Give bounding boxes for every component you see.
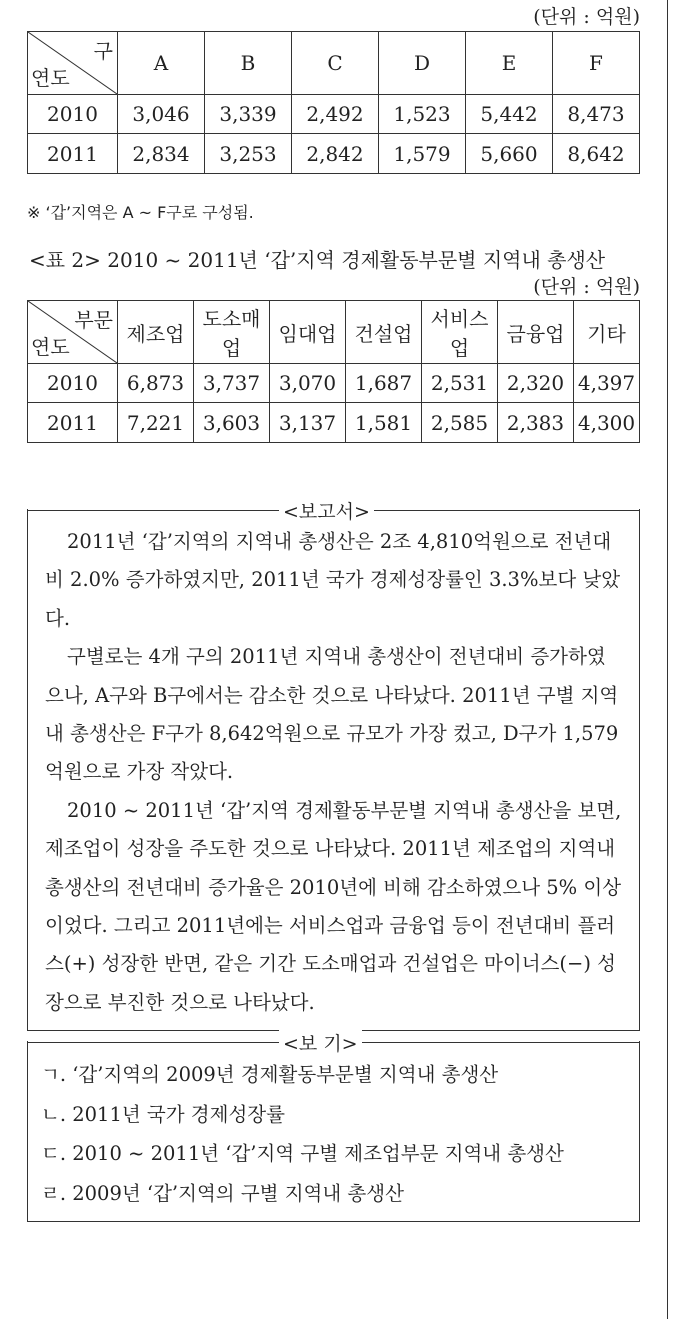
table-cell: 2,492 [292, 95, 379, 134]
table2-col-header: 서비스업 [422, 301, 498, 364]
table1-col-header: D [379, 32, 466, 95]
table-cell: 3,253 [205, 134, 292, 174]
bogi-section [27, 1033, 640, 1222]
table-cell: 2,585 [422, 403, 498, 443]
table1-col-header: C [292, 32, 379, 95]
sector-gdp-table [27, 300, 640, 443]
table1-corner-top: 구 [93, 39, 113, 63]
table2-year: 2011 [28, 403, 118, 443]
table1-col-header: F [553, 32, 640, 95]
table1-footnote: ※ ‘갑’지역은 A ~ F구로 구성됨. [27, 203, 254, 222]
page-right-rule [667, 0, 668, 1319]
table-cell: 3,737 [194, 364, 270, 403]
table1-col-header: A [118, 32, 205, 95]
report-box [27, 509, 640, 1031]
report-paragraph: 2010 ~ 2011년 ‘갑’지역 경제활동부문별 지역내 총생산을 보면, 제조업이 성장을 주도한 것으로 나타났다. 2011년 제조업의 지역내 총생산의 전년대비 증가율은 2010년에 비해 감소하였으나 5% 이상이었다. 그리고 2011년에는 서비스업과 금융업 등이 전년대비 플러스(+) 성장한 반면, 같은 기간 도소매업과 건설업은 마이너스(−) 성장으로 부진한 것으로 나타났다. [45, 798, 622, 1014]
table-cell: 3,339 [205, 95, 292, 134]
table-cell: 6,873 [118, 364, 194, 403]
table2-col-header: 제조업 [118, 301, 194, 364]
bogi-box [27, 1041, 640, 1222]
report-title: <보고서> [279, 497, 374, 524]
report-section [27, 501, 640, 1031]
table-cell: 3,070 [270, 364, 346, 403]
table1-corner-bottom: 연도 [31, 66, 70, 90]
table2-col-header: 금융업 [498, 301, 574, 364]
table2-year: 2010 [28, 364, 118, 403]
table-cell: 3,137 [270, 403, 346, 443]
table-cell: 2,320 [498, 364, 574, 403]
table-cell: 7,221 [118, 403, 194, 443]
table-cell: 3,603 [194, 403, 270, 443]
table-cell: 2,383 [498, 403, 574, 443]
table-cell: 2,834 [118, 134, 205, 174]
table2-col-header: 기타 [574, 301, 640, 364]
table-cell: 2,842 [292, 134, 379, 174]
table1-col-header: E [466, 32, 553, 95]
table2-unit: (단위 : 억원) [533, 276, 640, 298]
table-row [28, 364, 640, 403]
table-cell: 1,579 [379, 134, 466, 174]
report-title-bar [27, 497, 640, 524]
bogi-item: ㄷ. 2010 ~ 2011년 ‘갑’지역 구별 제조업부문 지역내 총생산 [41, 1142, 564, 1165]
table-cell: 4,397 [574, 364, 640, 403]
table-cell: 1,523 [379, 95, 466, 134]
table-cell: 4,300 [574, 403, 640, 443]
table-row [28, 95, 640, 134]
table2-corner-top: 부문 [74, 308, 113, 332]
table1-year: 2010 [28, 95, 118, 134]
table2-corner-bottom: 연도 [31, 335, 70, 359]
table-cell: 8,473 [553, 95, 640, 134]
bogi-item: ㄱ. ‘갑’지역의 2009년 경제활동부문별 지역내 총생산 [41, 1063, 499, 1086]
table-row [28, 134, 640, 174]
bogi-title-bar [27, 1029, 640, 1056]
table-row [28, 403, 640, 443]
table1-col-header: B [205, 32, 292, 95]
bogi-title: <보 기> [279, 1029, 362, 1056]
district-gdp-table [27, 31, 640, 174]
table-cell: 8,642 [553, 134, 640, 174]
table2-caption: <표 2> 2010 ~ 2011년 ‘갑’지역 경제활동부문별 지역내 총생산 [29, 248, 606, 272]
table2-col-header: 건설업 [346, 301, 422, 364]
table2-col-header: 도소매업 [194, 301, 270, 364]
table-cell: 3,046 [118, 95, 205, 134]
table-cell: 2,531 [422, 364, 498, 403]
table-cell: 5,442 [466, 95, 553, 134]
bogi-item: ㄴ. 2011년 국가 경제성장률 [41, 1102, 285, 1126]
report-paragraph: 구별로는 4개 구의 2011년 지역내 총생산이 전년대비 증가하였으나, A구와 B구에서는 감소한 것으로 나타났다. 2011년 구별 지역내 총생산은 F구가 8,642억원으로 규모가 가장 컸고, D구가 1,579억원으로 가장 작았다. [45, 645, 619, 784]
table1-corner-header [28, 32, 118, 95]
table1-year: 2011 [28, 134, 118, 174]
table-cell: 1,581 [346, 403, 422, 443]
table1-unit: (단위 : 억원) [533, 6, 640, 28]
table2-col-header: 임대업 [270, 301, 346, 364]
table-cell: 1,687 [346, 364, 422, 403]
report-paragraph: 2011년 ‘갑’지역의 지역내 총생산은 2조 4,810억원으로 전년대비 2.0% 증가하였지만, 2011년 국가 경제성장률인 3.3%보다 낮았다. [45, 530, 621, 630]
table-cell: 5,660 [466, 134, 553, 174]
table2-corner-header [28, 301, 118, 364]
bogi-item: ㄹ. 2009년 ‘갑’지역의 구별 지역내 총생산 [41, 1181, 404, 1205]
